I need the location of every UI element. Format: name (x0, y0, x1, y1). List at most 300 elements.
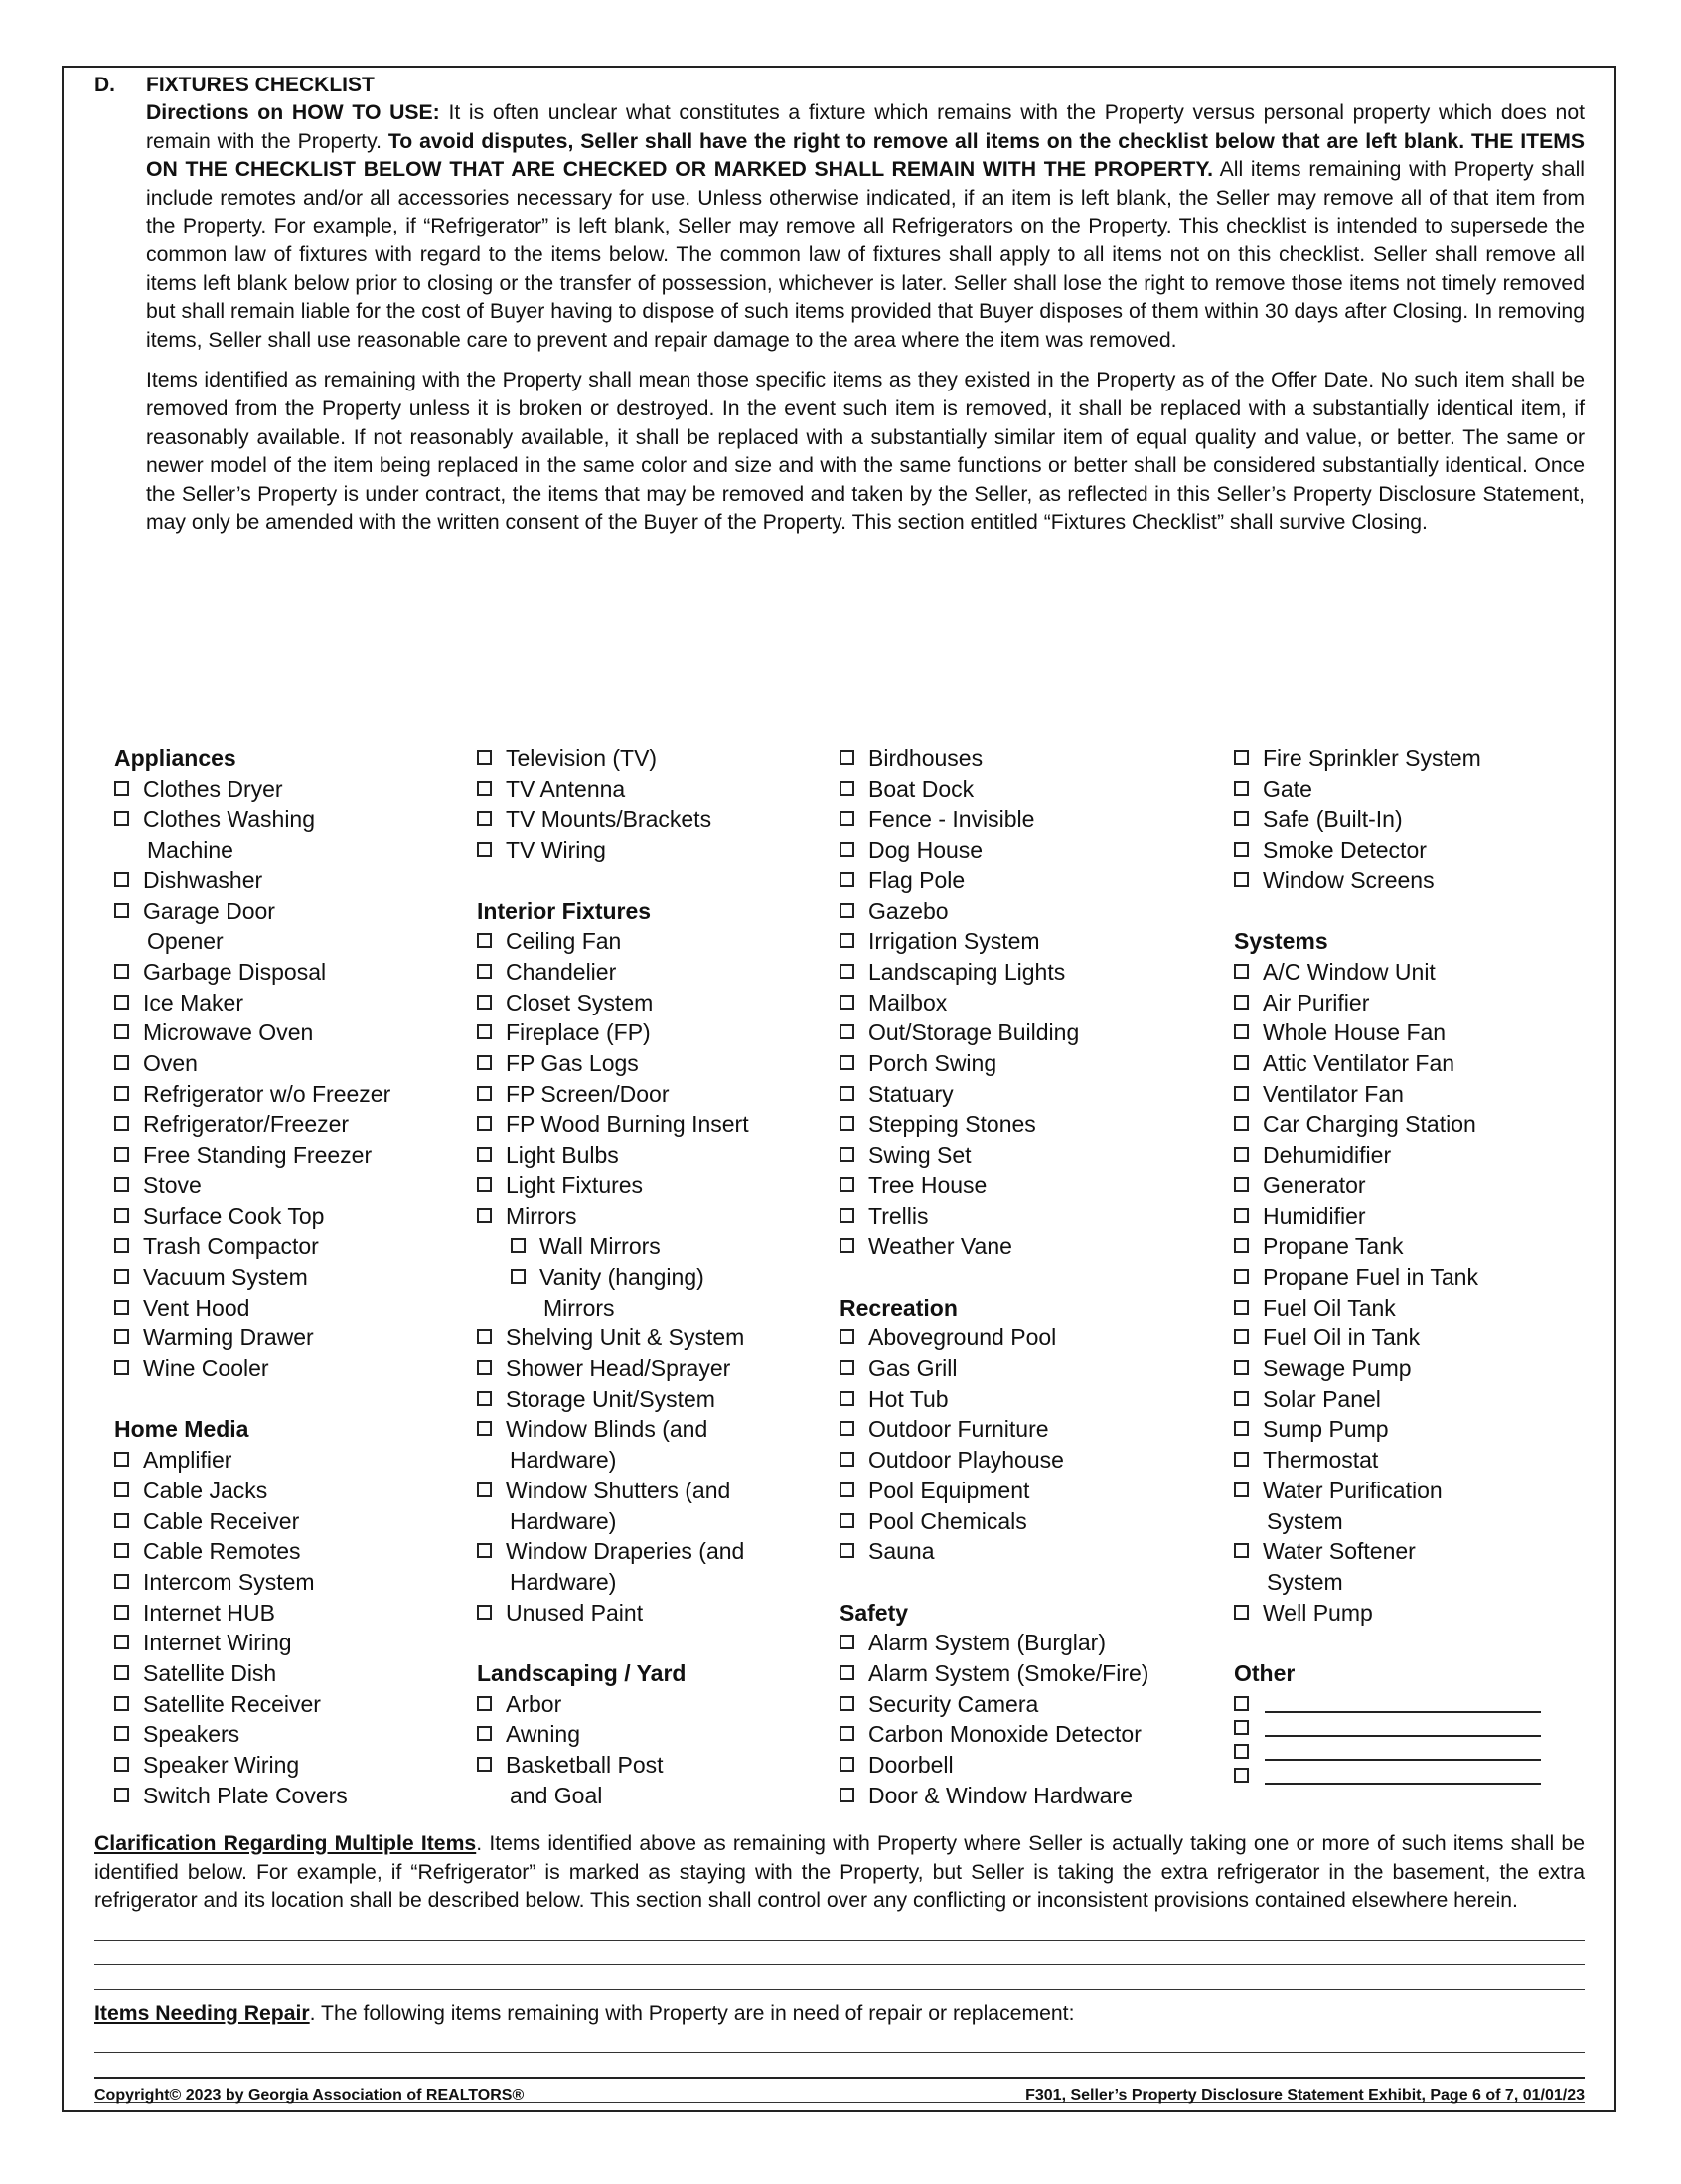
checkbox[interactable] (114, 1543, 129, 1558)
checkbox[interactable] (114, 1788, 129, 1802)
section-heading (94, 72, 1585, 99)
checklist-item-wine-cooler[interactable] (114, 1353, 467, 1384)
checkbox[interactable] (114, 1665, 129, 1680)
checklist-item-basketball-post-and-goal[interactable] (477, 1750, 830, 1810)
checklist-item-security-camera[interactable] (840, 1689, 1227, 1720)
checklist-item-out-storage-building[interactable] (840, 1017, 1227, 1048)
checklist-item-statuary[interactable] (840, 1079, 1227, 1110)
directions-lead: Directions on HOW TO USE: (146, 101, 440, 124)
category-heading: Systems (1234, 928, 1328, 955)
checklist-item-speaker-wiring[interactable] (114, 1750, 467, 1781)
checkbox[interactable] (1234, 1605, 1249, 1620)
checkbox[interactable] (114, 1147, 129, 1162)
checkbox[interactable] (477, 1726, 492, 1741)
other-item-blank[interactable] (1265, 1761, 1541, 1785)
checkbox[interactable] (477, 964, 492, 979)
checklist-item-window-draperies-and-hardware[interactable] (477, 1536, 830, 1597)
checklist-item-light-bulbs[interactable] (477, 1140, 830, 1170)
checklist-item-label: Boat Dock (868, 775, 975, 802)
checklist-item-unused-paint[interactable] (477, 1598, 830, 1629)
checklist-item-other[interactable] (1234, 1761, 1611, 1785)
checklist-item-pool-chemicals[interactable] (840, 1506, 1227, 1537)
checkbox[interactable] (1234, 964, 1249, 979)
other-item-blank[interactable] (1265, 1689, 1541, 1713)
checklist-item-fuel-oil-tank[interactable] (1234, 1293, 1611, 1324)
directions-paragraph (146, 99, 1585, 355)
checkbox[interactable] (477, 1482, 492, 1497)
checkbox[interactable] (1234, 1482, 1249, 1497)
checklist-item-fp-wood-burning-insert[interactable] (477, 1109, 830, 1140)
checklist-item-label: Storage Unit/System (506, 1385, 715, 1412)
checkbox[interactable] (477, 1055, 492, 1070)
checkbox[interactable] (840, 1452, 854, 1467)
checkbox[interactable] (1234, 1768, 1249, 1783)
checklist-item-label: Vent Hood (143, 1294, 250, 1321)
checklist-item-stepping-stones[interactable] (840, 1109, 1227, 1140)
items-definition-paragraph: Items identified as remaining with the Property shall mean those specific items as they existed in the Property as of the Offer Date. No such item shall be removed from the Property unless it is broken or destroyed. In the event such item is removed, it shall be replaced with a substantially identical item, if reasonably available. If not reasonably available, it shall be replaced with a substantially similar item of equal quality and value, or better. The same or newer model of the item being replaced in the same color and size and with the same functions or better shall be considered substantially identical. Once the Seller’s Property is under contract, the items that may be removed and taken by the Seller, as reflected in this Seller’s Property Disclosure Statement, may only be amended with the written consent of the Buyer of the Property. This section entitled “Fixtures Checklist” shall survive Closing. (146, 369, 1585, 535)
checklist-item-other[interactable] (1234, 1689, 1611, 1713)
checklist-item-free-standing-freezer[interactable] (114, 1140, 467, 1170)
section-letter: D. (94, 74, 115, 96)
checklist-item-ceiling-fan[interactable] (477, 926, 830, 957)
checkbox[interactable] (840, 1086, 854, 1101)
checkbox[interactable] (511, 1238, 526, 1253)
checkbox[interactable] (840, 1055, 854, 1070)
checklist-item-air-purifier[interactable] (1234, 988, 1611, 1018)
checklist-item-sump-pump[interactable] (1234, 1414, 1611, 1445)
checkbox[interactable] (840, 1391, 854, 1406)
checklist-item-tv-antenna[interactable] (477, 774, 830, 805)
checklist-item-label: Wine Cooler (143, 1355, 269, 1382)
checklist-item-outdoor-playhouse[interactable] (840, 1445, 1227, 1476)
checkbox[interactable] (511, 1269, 526, 1284)
checkbox[interactable] (1234, 842, 1249, 857)
checklist-item-alarm-system-smoke-fire[interactable] (840, 1658, 1227, 1689)
checkbox[interactable] (840, 1665, 854, 1680)
checkbox[interactable] (477, 1421, 492, 1436)
checklist-item-label: Speaker Wiring (143, 1752, 300, 1779)
checklist-item-label: Smoke Detector (1263, 837, 1427, 863)
category-heading: Landscaping / Yard (477, 1660, 687, 1687)
checkbox[interactable] (114, 1269, 129, 1284)
checklist-item-fuel-oil-in-tank[interactable] (1234, 1323, 1611, 1353)
checkbox[interactable] (477, 1329, 492, 1344)
category-heading: Other (1234, 1660, 1296, 1687)
checklist-item-vacuum-system[interactable] (114, 1262, 467, 1293)
checklist-item-awning[interactable] (477, 1719, 830, 1750)
checklist-item-thermostat[interactable] (1234, 1445, 1611, 1476)
checkbox[interactable] (1234, 1720, 1249, 1735)
checklist-item-switch-plate-covers[interactable] (114, 1781, 467, 1811)
checklist-item-gate[interactable] (1234, 774, 1611, 805)
checklist-item-weather-vane[interactable] (840, 1231, 1227, 1262)
checklist-item-pool-equipment[interactable] (840, 1476, 1227, 1506)
checklist-item-internet-hub[interactable] (114, 1598, 467, 1629)
checkbox[interactable] (477, 1543, 492, 1558)
checkbox[interactable] (1234, 1543, 1249, 1558)
checkbox[interactable] (840, 903, 854, 918)
checkbox[interactable] (1234, 781, 1249, 796)
checkbox[interactable] (840, 964, 854, 979)
checklist-item-tv-mounts-brackets[interactable] (477, 804, 830, 835)
checklist-item-flag-pole[interactable] (840, 865, 1227, 896)
checkbox[interactable] (1234, 1696, 1249, 1711)
checklist-item-label: Generator (1263, 1171, 1366, 1198)
checklist-item-label: Attic Ventilator Fan (1263, 1050, 1455, 1076)
other-item-blank[interactable] (1265, 1713, 1541, 1737)
checkbox[interactable] (477, 995, 492, 1010)
checkbox[interactable] (477, 811, 492, 826)
checklist-item-label: Solar Panel (1263, 1385, 1381, 1412)
checkbox[interactable] (477, 1696, 492, 1711)
checkbox[interactable] (114, 1696, 129, 1711)
checklist-item-surface-cook-top[interactable] (114, 1201, 467, 1232)
checklist-item-attic-ventilator-fan[interactable] (1234, 1048, 1611, 1079)
checkbox[interactable] (114, 1116, 129, 1131)
checkbox[interactable] (114, 1300, 129, 1315)
checkbox[interactable] (840, 933, 854, 948)
clarification-line[interactable] (94, 1941, 1585, 1965)
checkbox[interactable] (1234, 750, 1249, 765)
checklist-item-label: Trellis (868, 1202, 929, 1229)
checklist-item-car-charging-station[interactable] (1234, 1109, 1611, 1140)
checklist-item-humidifier[interactable] (1234, 1201, 1611, 1232)
checklist-item-fp-screen-door[interactable] (477, 1079, 830, 1110)
checklist-item-outdoor-furniture[interactable] (840, 1414, 1227, 1445)
checkbox[interactable] (1234, 872, 1249, 887)
checklist-item-satellite-dish[interactable] (114, 1658, 467, 1689)
checklist-item-warming-drawer[interactable] (114, 1323, 467, 1353)
checklist-item-fire-sprinkler-system[interactable] (1234, 743, 1611, 774)
checkbox[interactable] (114, 1726, 129, 1741)
checklist-item-window-blinds-and-hardware[interactable] (477, 1414, 830, 1475)
checkbox[interactable] (840, 1238, 854, 1253)
checkbox[interactable] (1234, 1024, 1249, 1039)
checklist-item-light-fixtures[interactable] (477, 1170, 830, 1201)
checkbox[interactable] (840, 1726, 854, 1741)
checklist-item-tree-house[interactable] (840, 1170, 1227, 1201)
checkbox[interactable] (840, 1482, 854, 1497)
checkbox[interactable] (1234, 1086, 1249, 1101)
checkbox[interactable] (477, 1360, 492, 1375)
checklist-item-refrigerator-w-o-freezer[interactable] (114, 1079, 467, 1110)
checklist-item-label: Internet HUB (143, 1599, 275, 1626)
checklist-item-cable-receiver[interactable] (114, 1506, 467, 1537)
checklist-item-label: Birdhouses (868, 745, 984, 771)
checklist-item-safe-built-in[interactable] (1234, 804, 1611, 835)
checklist-item-refrigerator-freezer[interactable] (114, 1109, 467, 1140)
checklist-item-label: Fire Sprinkler System (1263, 745, 1481, 771)
checklist-item-label: Alarm System (Burglar) (868, 1630, 1106, 1656)
checklist-item-porch-swing[interactable] (840, 1048, 1227, 1079)
checklist-item-door-window-hardware[interactable] (840, 1781, 1227, 1811)
checklist-item-label: Outdoor Playhouse (868, 1447, 1064, 1474)
checkbox[interactable] (1234, 995, 1249, 1010)
checklist-item-fp-gas-logs[interactable] (477, 1048, 830, 1079)
checkbox[interactable] (840, 750, 854, 765)
checklist-item-other[interactable] (1234, 1713, 1611, 1737)
checklist-item-window-shutters-and-hardware[interactable] (477, 1476, 830, 1536)
checklist-item-label: Air Purifier (1263, 989, 1370, 1015)
checklist-item-label: Window Shutters (and Hardware) (506, 1477, 731, 1534)
checklist-item-wall-mirrors[interactable] (477, 1231, 830, 1262)
repair-heading: Items Needing Repair (94, 2001, 310, 2025)
checkbox[interactable] (477, 781, 492, 796)
checklist-item-label: Propane Fuel in Tank (1263, 1263, 1478, 1290)
checkbox[interactable] (1234, 1421, 1249, 1436)
checkbox[interactable] (114, 964, 129, 979)
checklist-item-hot-tub[interactable] (840, 1384, 1227, 1415)
checklist-item-gazebo[interactable] (840, 896, 1227, 927)
checklist-item-internet-wiring[interactable] (114, 1628, 467, 1658)
checklist-item-mirrors[interactable] (477, 1201, 830, 1232)
checkbox[interactable] (1234, 1452, 1249, 1467)
checklist-item-label: Basketball Post and Goal (506, 1752, 664, 1808)
repair-paragraph (94, 2000, 1585, 2029)
checklist-item-amplifier[interactable] (114, 1445, 467, 1476)
checklist-item-storage-unit-system[interactable] (477, 1384, 830, 1415)
checkbox[interactable] (840, 1757, 854, 1772)
footer-rule (94, 2077, 1585, 2079)
checkbox[interactable] (840, 1116, 854, 1131)
checklist-item-window-screens[interactable] (1234, 865, 1611, 896)
checkbox[interactable] (477, 1177, 492, 1192)
clarification-section (94, 1830, 1585, 2103)
checklist-item-label: Ceiling Fan (506, 928, 622, 955)
checklist-item-dog-house[interactable] (840, 835, 1227, 865)
checkbox[interactable] (114, 1513, 129, 1528)
checkbox[interactable] (840, 1696, 854, 1711)
checkbox[interactable] (114, 1574, 129, 1589)
checklist-item-television-tv[interactable] (477, 743, 830, 774)
checklist-item-label: Amplifier (143, 1447, 232, 1474)
checkbox[interactable] (114, 1757, 129, 1772)
checklist-item-well-pump[interactable] (1234, 1598, 1611, 1629)
checklist-item-clothes-washing-machine[interactable] (114, 804, 467, 864)
checkbox[interactable] (114, 811, 129, 826)
checklist-item-speakers[interactable] (114, 1719, 467, 1750)
checklist-item-label: Swing Set (868, 1142, 972, 1169)
checkbox[interactable] (477, 1208, 492, 1223)
checkbox[interactable] (840, 1208, 854, 1223)
checkbox[interactable] (114, 1208, 129, 1223)
checklist-item-other[interactable] (1234, 1737, 1611, 1761)
checkbox[interactable] (1234, 1177, 1249, 1192)
checklist-item-a-c-window-unit[interactable] (1234, 957, 1611, 988)
checkbox[interactable] (1234, 1269, 1249, 1284)
checkbox[interactable] (840, 1177, 854, 1192)
checklist-item-vent-hood[interactable] (114, 1293, 467, 1324)
checkbox[interactable] (477, 933, 492, 948)
checklist-item-landscaping-lights[interactable] (840, 957, 1227, 988)
checkbox[interactable] (477, 750, 492, 765)
checkbox[interactable] (114, 1635, 129, 1649)
checklist-item-label: Mailbox (868, 989, 948, 1015)
checklist-item-label: Sewage Pump (1263, 1355, 1412, 1382)
checklist-item-water-softener-system[interactable] (1234, 1536, 1611, 1597)
checklist-item-gas-grill[interactable] (840, 1353, 1227, 1384)
checklist-item-propane-fuel-in-tank[interactable] (1234, 1262, 1611, 1293)
checkbox[interactable] (114, 995, 129, 1010)
checklist-item-label: Whole House Fan (1263, 1019, 1447, 1046)
checkbox[interactable] (840, 1024, 854, 1039)
repair-line[interactable] (94, 2028, 1585, 2053)
checkbox[interactable] (114, 1605, 129, 1620)
page-footer (94, 2087, 1585, 2105)
checkbox[interactable] (840, 1513, 854, 1528)
checkbox[interactable] (477, 1024, 492, 1039)
checkbox[interactable] (840, 1788, 854, 1802)
checkbox[interactable] (840, 1329, 854, 1344)
checklist-item-label: Well Pump (1263, 1599, 1373, 1626)
checklist-item-propane-tank[interactable] (1234, 1231, 1611, 1262)
checklist-column-3 (840, 743, 1227, 1811)
checklist-item-sewage-pump[interactable] (1234, 1353, 1611, 1384)
checklist-item-stove[interactable] (114, 1170, 467, 1201)
clarification-line[interactable] (94, 1916, 1585, 1941)
checklist-item-label: Irrigation System (868, 928, 1040, 955)
checklist-item-fence-invisible[interactable] (840, 804, 1227, 835)
checklist-item-label: Weather Vane (868, 1233, 1012, 1260)
checklist-item-birdhouses[interactable] (840, 743, 1227, 774)
checkbox[interactable] (1234, 1238, 1249, 1253)
checkbox[interactable] (114, 781, 129, 796)
checklist-item-garage-door-opener[interactable] (114, 896, 467, 957)
checklist-item-label: Cable Jacks (143, 1477, 268, 1503)
checkbox[interactable] (477, 842, 492, 857)
checklist-item-label: Closet System (506, 989, 654, 1015)
checklist-item-generator[interactable] (1234, 1170, 1611, 1201)
checkbox[interactable] (1234, 1391, 1249, 1406)
checklist-item-water-purification-system[interactable] (1234, 1476, 1611, 1536)
checklist-item-whole-house-fan[interactable] (1234, 1017, 1611, 1048)
checklist-item-ventilator-fan[interactable] (1234, 1079, 1611, 1110)
checkbox[interactable] (477, 1147, 492, 1162)
checklist-item-solar-panel[interactable] (1234, 1384, 1611, 1415)
checklist-item-fireplace-fp[interactable] (477, 1017, 830, 1048)
checklist-item-label: Arbor (506, 1690, 562, 1717)
checkbox[interactable] (114, 1329, 129, 1344)
checkbox[interactable] (840, 842, 854, 857)
checkbox[interactable] (840, 1360, 854, 1375)
checklist-item-boat-dock[interactable] (840, 774, 1227, 805)
checkbox[interactable] (1234, 1329, 1249, 1344)
checklist-item-garbage-disposal[interactable] (114, 957, 467, 988)
repair-line[interactable] (94, 2053, 1585, 2078)
checklist-item-trash-compactor[interactable] (114, 1231, 467, 1262)
checkbox[interactable] (114, 1024, 129, 1039)
checklist-item-label: Garbage Disposal (143, 958, 327, 985)
checkbox[interactable] (1234, 1744, 1249, 1759)
checklist-item-tv-wiring[interactable] (477, 835, 830, 865)
checklist-item-oven[interactable] (114, 1048, 467, 1079)
checklist-item-cable-jacks[interactable] (114, 1476, 467, 1506)
clarification-line[interactable] (94, 1965, 1585, 1990)
checklist-item-microwave-oven[interactable] (114, 1017, 467, 1048)
checklist-item-ice-maker[interactable] (114, 988, 467, 1018)
checkbox[interactable] (840, 1543, 854, 1558)
checklist-item-swing-set[interactable] (840, 1140, 1227, 1170)
checkbox[interactable] (114, 1452, 129, 1467)
checklist-item-irrigation-system[interactable] (840, 926, 1227, 957)
checkbox[interactable] (1234, 1116, 1249, 1131)
checklist-item-label: Internet Wiring (143, 1630, 292, 1656)
checkbox[interactable] (114, 1177, 129, 1192)
category-heading: Safety (840, 1599, 909, 1626)
checkbox[interactable] (477, 1116, 492, 1131)
checklist-item-intercom-system[interactable] (114, 1567, 467, 1598)
other-item-blank[interactable] (1265, 1737, 1541, 1761)
checkbox[interactable] (114, 1360, 129, 1375)
checkbox[interactable] (477, 1086, 492, 1101)
checklist-item-alarm-system-burglar[interactable] (840, 1628, 1227, 1658)
checklist-item-aboveground-pool[interactable] (840, 1323, 1227, 1353)
checkbox[interactable] (1234, 1147, 1249, 1162)
checklist-item-clothes-dryer[interactable] (114, 774, 467, 805)
checklist-item-dehumidifier[interactable] (1234, 1140, 1611, 1170)
checklist-item-arbor[interactable] (477, 1689, 830, 1720)
checkbox[interactable] (114, 1055, 129, 1070)
checklist-item-chandelier[interactable] (477, 957, 830, 988)
checkbox[interactable] (840, 781, 854, 796)
checklist-item-label: Water Softener System (1263, 1538, 1416, 1595)
checkbox[interactable] (1234, 1208, 1249, 1223)
checklist-item-sauna[interactable] (840, 1536, 1227, 1567)
checkbox[interactable] (114, 872, 129, 887)
checklist-item-label: FP Screen/Door (506, 1080, 670, 1107)
checklist-item-mailbox[interactable] (840, 988, 1227, 1018)
checklist-item-shower-head-sprayer[interactable] (477, 1353, 830, 1384)
checkbox[interactable] (840, 811, 854, 826)
category-heading: Home Media (114, 1416, 249, 1443)
checkbox[interactable] (1234, 1300, 1249, 1315)
checklist-item-smoke-detector[interactable] (1234, 835, 1611, 865)
checklist-item-trellis[interactable] (840, 1201, 1227, 1232)
checkbox[interactable] (1234, 1360, 1249, 1375)
checklist-item-label: Gate (1263, 775, 1312, 802)
checkbox[interactable] (840, 1421, 854, 1436)
checkbox[interactable] (114, 1086, 129, 1101)
checklist-item-closet-system[interactable] (477, 988, 830, 1018)
checkbox[interactable] (840, 995, 854, 1010)
checkbox[interactable] (1234, 811, 1249, 826)
checkbox[interactable] (114, 1238, 129, 1253)
checkbox[interactable] (1234, 1055, 1249, 1070)
checkbox[interactable] (477, 1391, 492, 1406)
checklist-item-label: Tree House (868, 1171, 988, 1198)
checklist-item-carbon-monoxide-detector[interactable] (840, 1719, 1227, 1750)
clarification-paragraph (94, 1830, 1585, 1916)
checklist-item-label: Water Purification System (1263, 1477, 1443, 1534)
checklist-item-satellite-receiver[interactable] (114, 1689, 467, 1720)
checklist-item-label: Garage Door Opener (143, 897, 275, 955)
checklist-item-label: Aboveground Pool (868, 1325, 1057, 1351)
checklist-item-shelving-unit-system[interactable] (477, 1323, 830, 1353)
checkbox[interactable] (477, 1605, 492, 1620)
checkbox[interactable] (840, 1635, 854, 1649)
checkbox[interactable] (840, 872, 854, 887)
checklist-item-dishwasher[interactable] (114, 865, 467, 896)
checkbox[interactable] (114, 1482, 129, 1497)
checklist-item-label: Vanity (hanging) Mirrors (539, 1263, 704, 1321)
checklist-column-1 (114, 743, 467, 1811)
checklist-item-cable-remotes[interactable] (114, 1536, 467, 1567)
checklist-item-vanity-hanging-mirrors[interactable] (477, 1262, 830, 1323)
checklist-item-doorbell[interactable] (840, 1750, 1227, 1781)
checkbox[interactable] (477, 1757, 492, 1772)
checkbox[interactable] (114, 903, 129, 918)
checkbox[interactable] (840, 1147, 854, 1162)
